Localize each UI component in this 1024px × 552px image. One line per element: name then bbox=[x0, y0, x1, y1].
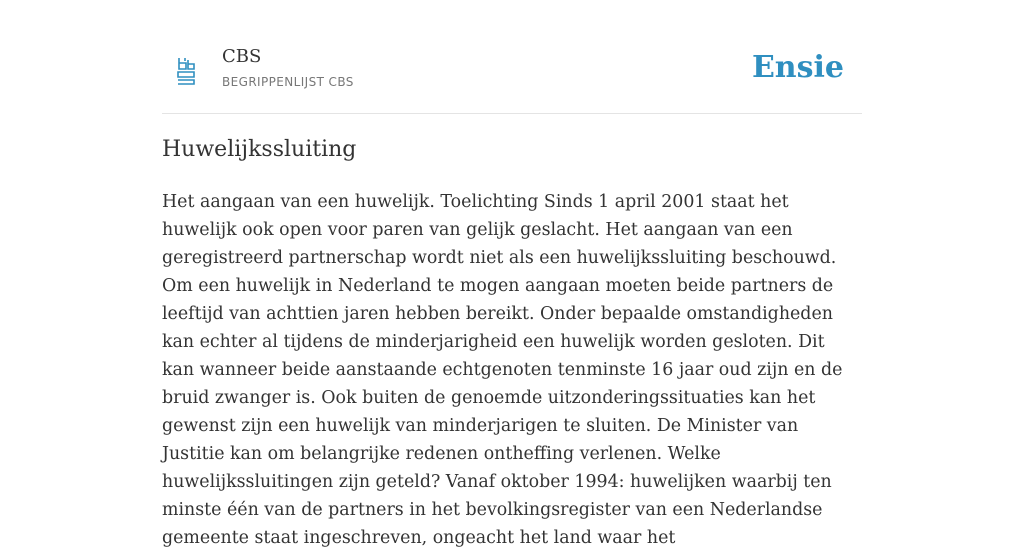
content-container bbox=[162, 0, 862, 548]
cbs-logo-icon[interactable] bbox=[176, 56, 196, 86]
definition-text: Het aangaan van een huwelijk. Toelichting Sinds 1 april 2001 staat het huwelijk ook open voor paren van gelijk geslacht. Het aangaan van een geregistreerd partnerschap wordt niet als een huwelijkssluiting beschouwd. Om een huwelijk in Nederland te mogen aangaan moeten beide partners de leeftijd van achttien jaren hebben bereikt. Onder bepaalde omstandigheden kan echter al tijdens de minderjarigheid een huwelijk worden gesloten. Dit kan wanneer beide aanstaande echtgenoten tenminste 16 jaar oud zijn en de bruid zwanger is. Ook buiten de genoemde uitzonderingssituaties kan het gewenst zijn een huwelijk van minderjarigen te sluiten. De Minister van Justitie kan om belangrijke redenen ontheffing verlenen. Welke huwelijkssluitingen zijn geteld? Vanaf oktober 1994: huwelijken waarbij ten minste één van de partners in het bevolkingsregister van een Nederlandse gemeente staat ingeschreven, ongeacht het land waar het bbox=[162, 192, 843, 548]
ensie-brand-link[interactable]: Ensie bbox=[751, 50, 844, 85]
header bbox=[162, 0, 862, 114]
source-subtitle: BEGRIPPENLIJST CBS bbox=[222, 75, 354, 89]
page-title: Huwelijkssluiting bbox=[162, 137, 357, 162]
source-name[interactable]: CBS bbox=[222, 46, 262, 67]
